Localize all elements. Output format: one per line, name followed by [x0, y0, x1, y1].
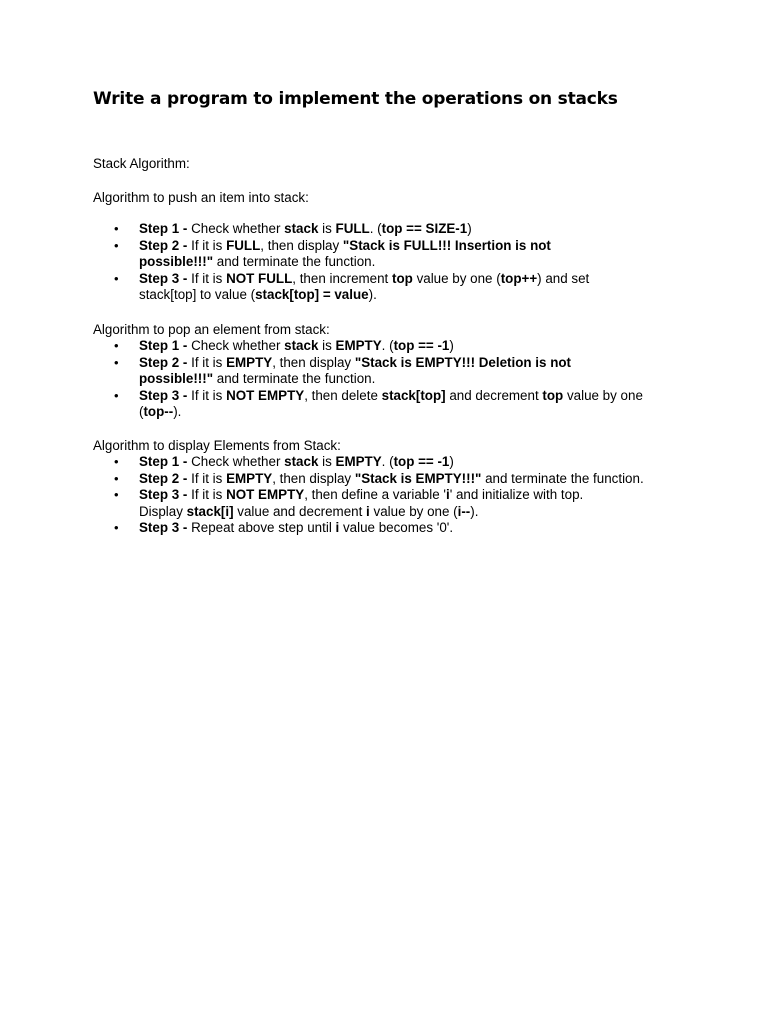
bold-text: stack — [284, 454, 319, 469]
step-line — [139, 338, 693, 355]
bold-text: Step 3 - — [139, 270, 192, 286]
bullet-icon: • — [114, 354, 119, 370]
bold-text: Step 2 - — [139, 237, 192, 253]
step-text: If it is — [191, 387, 227, 403]
bold-text: stack[top] = value — [255, 287, 369, 303]
bold-text: stack — [284, 338, 319, 353]
bold-text: top == SIZE-1 — [381, 221, 468, 236]
step-line — [139, 471, 693, 488]
step-item — [93, 355, 693, 388]
step-text: . ( — [381, 454, 394, 469]
step-text: is — [318, 221, 336, 236]
bold-text: top == -1 — [393, 454, 450, 469]
step-text: Check whether — [191, 454, 285, 469]
step-text: ). — [470, 503, 479, 519]
bold-text: Step 2 - — [139, 470, 192, 486]
intro-text: Stack Algorithm: — [93, 156, 190, 171]
display-steps-list — [93, 454, 693, 537]
step-text: value by one ( — [369, 503, 458, 519]
push-section-heading: Algorithm to push an item into stack: — [93, 190, 309, 205]
step-item — [93, 271, 693, 304]
bullet-icon: • — [114, 237, 119, 253]
step-text: If it is — [191, 237, 227, 253]
pop-steps-list — [93, 338, 693, 421]
pop-section-heading: Algorithm to pop an element from stack: — [93, 322, 330, 337]
bold-text: i — [366, 503, 370, 519]
bullet-icon: • — [114, 387, 119, 403]
step-line — [139, 287, 693, 304]
bold-text: "Stack is EMPTY!!!" — [354, 470, 482, 486]
step-text: , then increment — [292, 270, 393, 286]
bold-text: Step 3 - — [139, 520, 192, 536]
bold-text: EMPTY — [335, 454, 382, 469]
bold-text: NOT EMPTY — [226, 387, 305, 403]
bold-text: NOT FULL — [226, 270, 293, 286]
step-line — [139, 271, 693, 288]
bold-text: stack — [284, 221, 319, 236]
step-text: Check whether — [191, 338, 285, 353]
step-line — [139, 238, 693, 255]
bold-text: Step 1 - — [139, 454, 192, 469]
step-text: ) — [467, 221, 472, 236]
step-text: and terminate the function. — [213, 254, 376, 270]
bold-text: top == -1 — [393, 338, 450, 353]
bullet-icon: • — [114, 270, 119, 286]
step-text: value becomes '0'. — [339, 520, 454, 536]
step-text: ) — [449, 338, 454, 353]
bold-text: "Stack is EMPTY!!! Deletion is not — [354, 354, 572, 370]
step-item — [93, 471, 693, 488]
step-item — [93, 221, 693, 238]
step-text: , then delete — [304, 387, 382, 403]
bold-text: Step 1 - — [139, 338, 192, 353]
bold-text: top — [542, 387, 564, 403]
bold-text: top++ — [500, 270, 538, 286]
bold-text: FULL — [226, 237, 261, 253]
step-item — [93, 487, 693, 520]
bullet-icon: • — [114, 221, 119, 236]
bold-text: EMPTY — [335, 338, 382, 353]
bold-text: stack[i] — [186, 503, 234, 519]
bold-text: i — [335, 520, 340, 536]
bold-text: EMPTY — [226, 354, 273, 370]
step-text: stack[top] to value ( — [139, 287, 256, 303]
step-text: Repeat above step until — [191, 520, 336, 536]
step-text: If it is — [191, 487, 227, 503]
bold-text: i — [445, 487, 450, 503]
bullet-icon: • — [114, 520, 119, 536]
step-text: If it is — [191, 270, 227, 286]
bold-text: NOT EMPTY — [226, 487, 305, 503]
display-section-heading: Algorithm to display Elements from Stack: — [93, 438, 341, 453]
step-text: ( — [139, 404, 144, 420]
bold-text: stack[top] — [381, 387, 446, 403]
bold-text: i-- — [457, 503, 471, 519]
step-line — [139, 355, 693, 372]
step-line — [139, 504, 693, 521]
bold-text: Step 3 - — [139, 387, 192, 403]
step-line — [139, 388, 693, 405]
step-text: and terminate the function. — [213, 371, 376, 387]
bold-text: top — [392, 270, 413, 286]
bold-text: Step 3 - — [139, 487, 192, 503]
step-text: ) — [449, 454, 454, 469]
step-text: , then display — [260, 237, 343, 253]
bold-text: possible!!!" — [139, 371, 214, 387]
push-steps-list — [93, 221, 693, 304]
bold-text: Step 2 - — [139, 354, 192, 370]
step-item — [93, 520, 693, 537]
step-text: ' and initialize with top. — [449, 487, 584, 503]
bullet-icon: • — [114, 338, 119, 353]
step-text: If it is — [191, 354, 227, 370]
step-text: is — [318, 454, 336, 469]
step-text: , then display — [272, 470, 355, 486]
step-item — [93, 338, 693, 355]
step-line — [139, 454, 693, 471]
step-line — [139, 221, 693, 238]
step-text: If it is — [191, 470, 227, 486]
bold-text: Step 1 - — [139, 221, 192, 236]
step-text: . ( — [369, 221, 382, 236]
step-text: and terminate the function. — [481, 470, 644, 486]
step-item — [93, 454, 693, 471]
step-item — [93, 388, 693, 421]
step-line — [139, 371, 693, 388]
step-line — [139, 520, 693, 537]
step-text: ). — [368, 287, 377, 303]
bullet-icon: • — [114, 487, 119, 503]
document-title: Write a program to implement the operations on stacks — [93, 89, 618, 109]
step-line — [139, 254, 693, 271]
step-line — [139, 487, 693, 504]
step-text: value by one ( — [412, 270, 501, 286]
step-text: , then display — [272, 354, 355, 370]
step-text: Check whether — [191, 221, 285, 236]
bold-text: "Stack is FULL!!! Insertion is not — [342, 237, 551, 253]
bullet-icon: • — [114, 454, 119, 469]
step-text: Display — [139, 503, 187, 519]
step-text: value by one — [563, 387, 643, 403]
step-item — [93, 238, 693, 271]
bold-text: FULL — [335, 221, 370, 236]
bold-text: possible!!!" — [139, 254, 214, 270]
bullet-icon: • — [114, 470, 119, 486]
step-text: is — [318, 338, 336, 353]
step-text: ). — [173, 404, 182, 420]
step-text: value and decrement — [233, 503, 367, 519]
step-text: ) and set — [537, 270, 590, 286]
step-text: . ( — [381, 338, 394, 353]
step-line — [139, 404, 693, 421]
bold-text: top-- — [143, 404, 174, 420]
step-text: and decrement — [445, 387, 543, 403]
step-text: , then define a variable ' — [304, 487, 446, 503]
bold-text: EMPTY — [226, 470, 273, 486]
